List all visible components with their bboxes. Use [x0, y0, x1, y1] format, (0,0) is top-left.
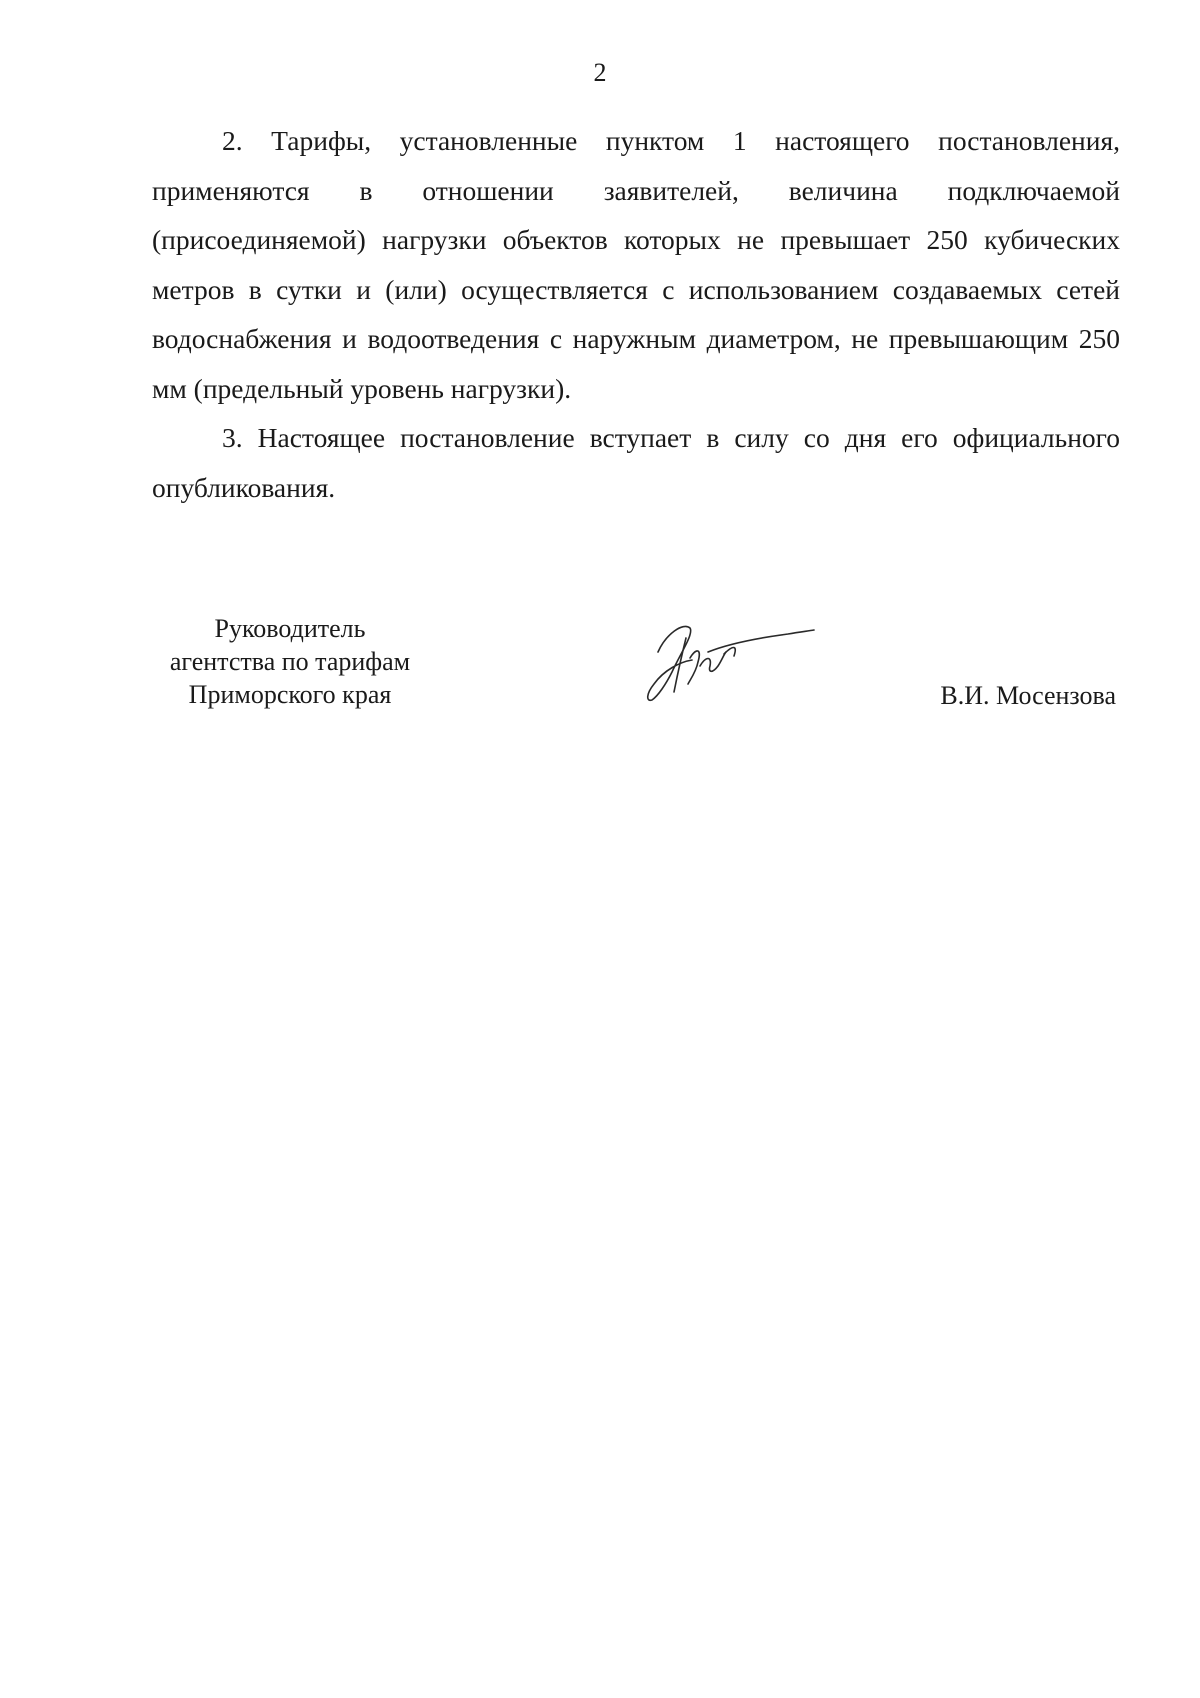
paragraph-2: 2. Тарифы, установленные пунктом 1 настоящего постановления, применяются в отношении заявителей, величина подключаемой (присоединяемой) нагрузки объектов которых не превышает 250 кубических метров в сутки и (или) осуществляется с использованием создаваемых сетей водоснабжения и водоотведения с наружным диаметром, не превышающим 250 мм (предельный уровень нагрузки). — [152, 125, 1120, 404]
page-number: 2 — [593, 58, 607, 87]
handwritten-signature — [628, 614, 818, 710]
document-body — [152, 116, 1120, 512]
signatory-position-line: Приморского края — [188, 680, 392, 709]
paragraph-3: 3. Настоящее постановление вступает в силу со дня его официального опубликования. — [152, 422, 1120, 503]
signatory-name: В.И. Мосензова — [940, 681, 1116, 710]
signatory-position-line: агентства по тарифам — [169, 647, 411, 676]
signatory-position — [140, 612, 440, 711]
signatory-position-line: Руководитель — [214, 614, 366, 643]
